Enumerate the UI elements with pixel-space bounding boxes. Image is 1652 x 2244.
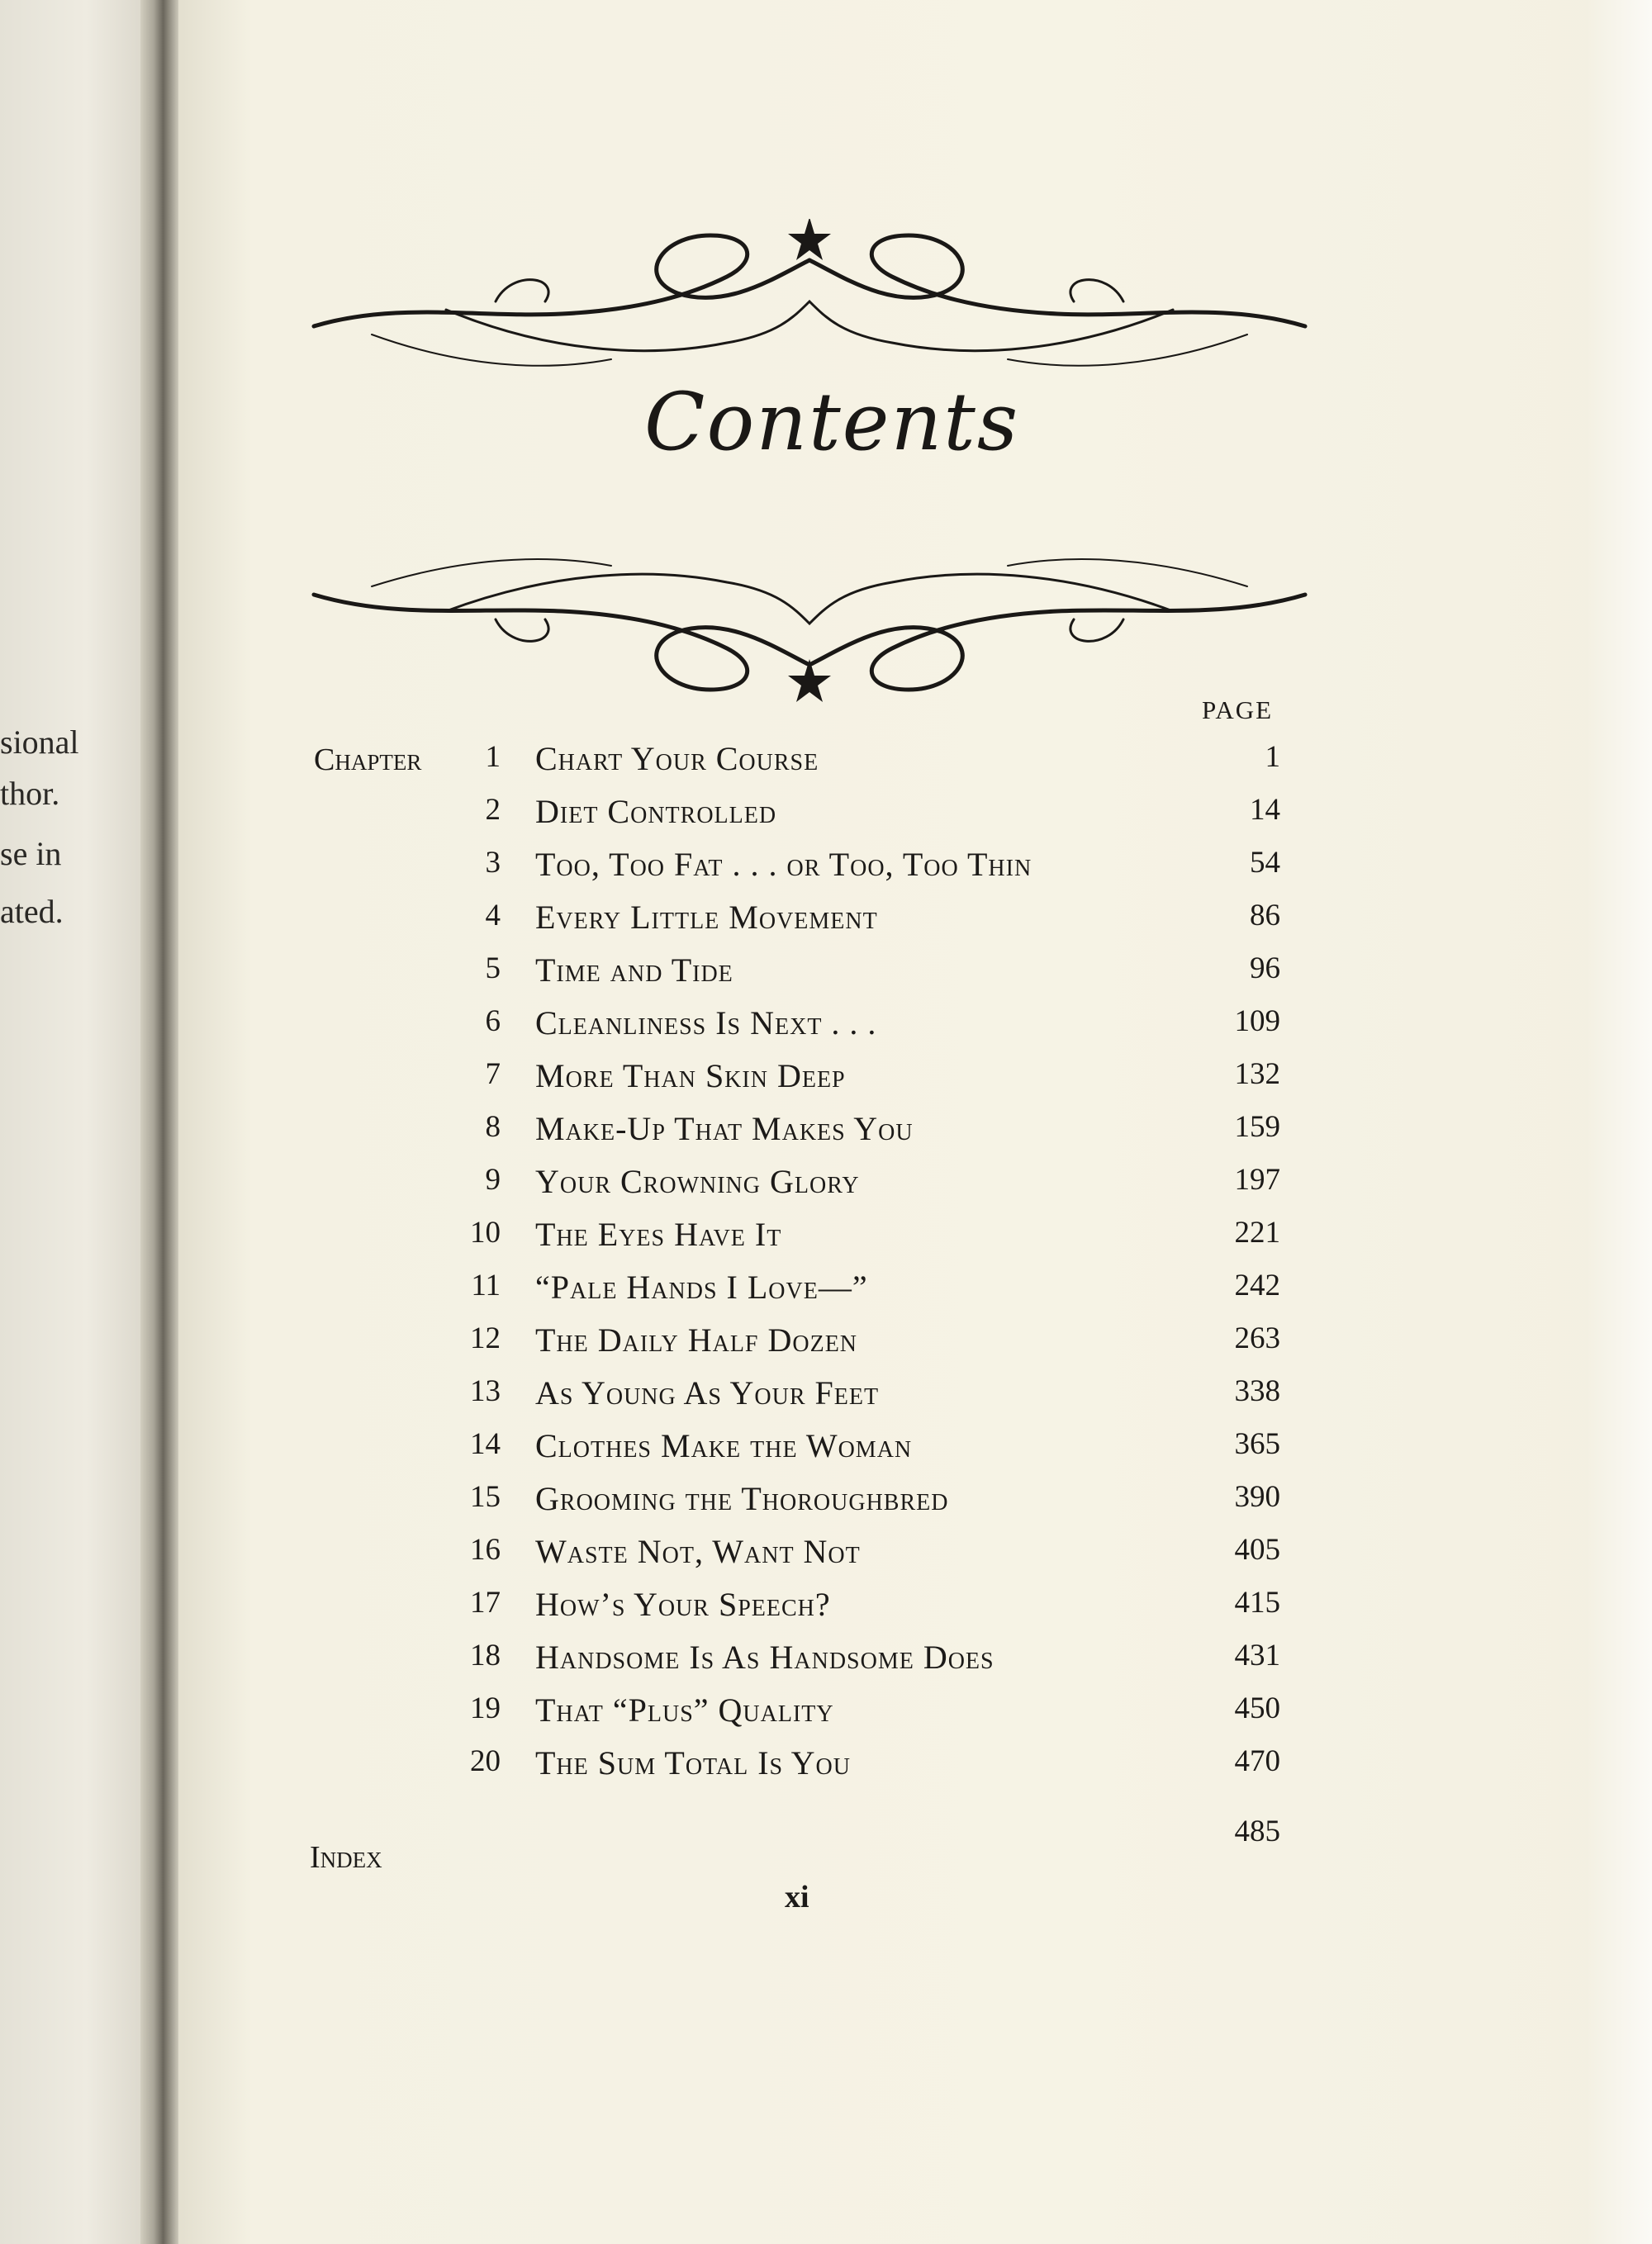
chapter-page: 54 — [1250, 846, 1280, 880]
index-page: 485 — [1234, 1815, 1280, 1848]
chapter-page: 338 — [1234, 1374, 1280, 1408]
chapter-page: 197 — [1234, 1163, 1280, 1197]
chapter-page: 365 — [1234, 1427, 1280, 1461]
toc-row — [0, 1691, 1652, 1740]
toc-row — [0, 845, 1652, 894]
chapter-title: The Sum Total Is You — [535, 1744, 851, 1781]
bottom-flourish-ornament — [297, 529, 1322, 710]
left-page-fragment: sional — [0, 723, 79, 761]
chapter-number: 18 — [470, 1639, 501, 1672]
toc-row — [0, 1003, 1652, 1053]
chapter-number: 11 — [471, 1269, 501, 1302]
chapter-title: Chart Your Course — [535, 740, 819, 777]
chapter-number: 5 — [485, 951, 501, 985]
toc-row — [0, 1321, 1652, 1370]
left-page-fragment: thor. — [0, 775, 60, 812]
chapter-number: 17 — [470, 1586, 501, 1620]
chapter-title: How’s Your Speech? — [535, 1586, 831, 1623]
chapter-number: 7 — [485, 1057, 501, 1091]
toc-row — [0, 1638, 1652, 1687]
chapter-page: 242 — [1234, 1269, 1280, 1302]
chapter-number: 8 — [485, 1110, 501, 1144]
chapter-title: Time and Tide — [535, 951, 733, 989]
chapter-page: 159 — [1234, 1110, 1280, 1144]
chapter-title: Every Little Movement — [535, 899, 878, 936]
chapter-page: 109 — [1234, 1004, 1280, 1038]
toc-row — [0, 1215, 1652, 1264]
chapter-page: 450 — [1234, 1691, 1280, 1725]
chapter-title: Waste Not, Want Not — [535, 1533, 861, 1570]
toc-row — [0, 898, 1652, 947]
toc-row — [0, 1162, 1652, 1212]
toc-row — [0, 1268, 1652, 1317]
chapter-page: 431 — [1234, 1639, 1280, 1672]
page-folio: xi — [785, 1880, 809, 1914]
chapter-page: 263 — [1234, 1321, 1280, 1355]
chapter-page: 221 — [1234, 1216, 1280, 1250]
chapter-page: 390 — [1234, 1480, 1280, 1514]
chapter-title: The Eyes Have It — [535, 1216, 782, 1253]
index-label: Index — [310, 1840, 382, 1875]
toc-row — [0, 951, 1652, 1000]
toc-row — [0, 1109, 1652, 1159]
chapter-number: 3 — [485, 846, 501, 880]
toc-row — [0, 1585, 1652, 1634]
chapter-page: 96 — [1250, 951, 1280, 985]
chapter-number: 2 — [485, 793, 501, 827]
toc-row — [0, 1426, 1652, 1476]
page-column-header: PAGE — [1202, 695, 1274, 724]
chapter-number: 13 — [470, 1374, 501, 1408]
chapter-page: 132 — [1234, 1057, 1280, 1091]
chapter-number: 9 — [485, 1163, 501, 1197]
left-page-fragment: ated. — [0, 893, 64, 930]
chapter-number: 1 — [485, 740, 501, 774]
chapter-number: 12 — [470, 1321, 501, 1355]
chapter-page: 415 — [1234, 1586, 1280, 1620]
chapter-number: 19 — [470, 1691, 501, 1725]
page-title: Contents — [644, 376, 1020, 468]
toc-row — [0, 1373, 1652, 1423]
chapter-number: 6 — [485, 1004, 501, 1038]
toc-row — [0, 1056, 1652, 1106]
chapter-title: The Daily Half Dozen — [535, 1321, 858, 1359]
chapter-title: Clothes Make the Woman — [535, 1427, 913, 1464]
chapter-number: 20 — [470, 1744, 501, 1778]
chapter-title: Handsome Is As Handsome Does — [535, 1639, 995, 1676]
chapter-number: 16 — [470, 1533, 501, 1567]
chapter-number: 14 — [470, 1427, 501, 1461]
chapter-title: Grooming the Thoroughbred — [535, 1480, 949, 1517]
chapter-title: Diet Controlled — [535, 793, 777, 830]
chapter-label: Chapter — [314, 742, 422, 777]
chapter-number: 10 — [470, 1216, 501, 1250]
left-page-fragment: se in — [0, 835, 62, 872]
chapter-title: “Pale Hands I Love—” — [535, 1269, 868, 1306]
toc-row — [0, 739, 1652, 789]
chapter-title: Your Crowning Glory — [535, 1163, 860, 1200]
star-icon — [788, 219, 831, 260]
chapter-page: 1 — [1265, 740, 1280, 774]
chapter-page: 86 — [1250, 899, 1280, 932]
toc-row — [0, 792, 1652, 842]
chapter-number: 4 — [485, 899, 501, 932]
top-flourish-ornament — [297, 219, 1322, 401]
chapter-title: Too, Too Fat . . . or Too, Too Thin — [535, 846, 1032, 883]
chapter-title: That “Plus” Quality — [535, 1691, 834, 1729]
chapter-title: More Than Skin Deep — [535, 1057, 846, 1094]
toc-row — [0, 1532, 1652, 1582]
chapter-page: 405 — [1234, 1533, 1280, 1567]
chapter-title: Cleanliness Is Next . . . — [535, 1004, 877, 1041]
chapter-page: 14 — [1250, 793, 1280, 827]
chapter-title: Make-Up That Makes You — [535, 1110, 914, 1147]
toc-row — [0, 1743, 1652, 1793]
chapter-title: As Young As Your Feet — [535, 1374, 880, 1411]
chapter-page: 470 — [1234, 1744, 1280, 1778]
toc-row — [0, 1479, 1652, 1529]
chapter-number: 15 — [470, 1480, 501, 1514]
star-icon — [788, 659, 831, 702]
